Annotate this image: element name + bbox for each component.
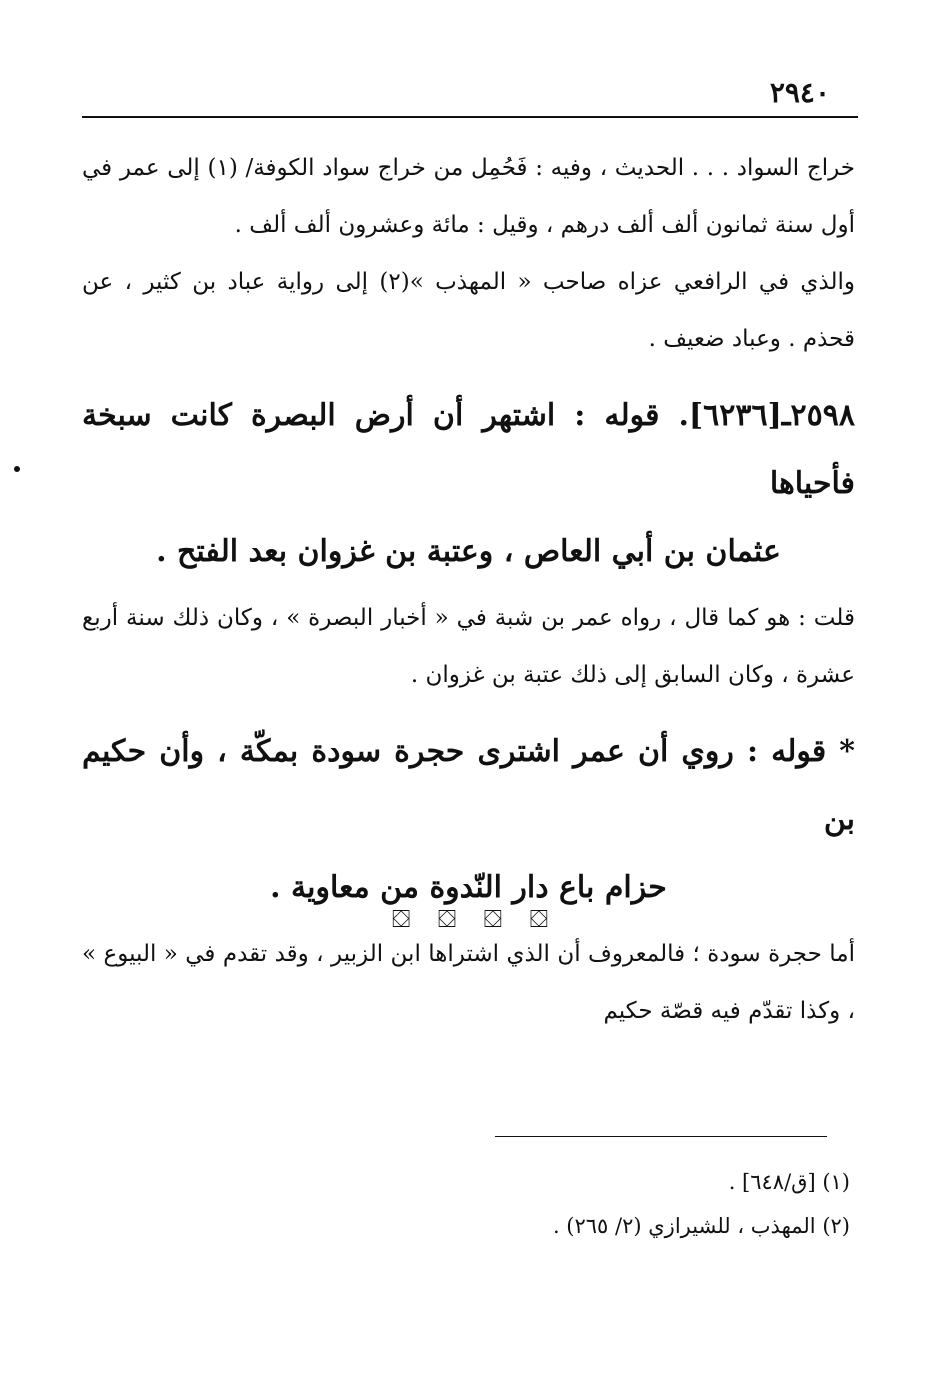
footnote-2: (٢) المهذب ، للشيرازي (٢/ ٢٦٥) .	[552, 1214, 850, 1238]
heading-2598	[82, 382, 855, 586]
heading-hujra-line-2: حزام باع دار النّدوة من معاوية .	[270, 870, 667, 905]
paragraph-3: قلت : هو كما قال ، رواه عمر بن شبة في « أخبار البصرة » ، وكان ذلك سنة أربع عشرة ، وكان السابق إلى ذلك عتبة بن غزوان .	[82, 605, 855, 688]
paragraph-1: خراج السواد . . . الحديث ، وفيه : فَحُمِل من خراج سواد الكوفة/ (١) إلى عمر في أول سنة ثمانون ألف ألف درهم ، وقيل : مائة وعشرون ألف ألف .	[82, 155, 855, 238]
heading-hujra	[82, 718, 855, 922]
heading-hujra-line-1: * قوله : روي أن عمر اشترى حجرة سودة بمكّة ، وأن حكيم بن	[82, 734, 855, 837]
footnote-1: (١) [ق/٦٤٨] .	[728, 1170, 850, 1194]
page-number: ٢٩٤٠	[769, 76, 830, 109]
header-rule	[82, 116, 858, 118]
footnotes	[82, 1160, 850, 1248]
margin-dot	[14, 466, 20, 472]
paragraph-4: أما حجرة سودة ؛ فالمعروف أن الذي اشتراها ابن الزبير ، وقد تقدم في « البيوع » ، وكذا تقدّم فيه قصّة حكيم	[82, 941, 855, 1024]
heading-2598-line-1: ٢٥٩٨ـ[٦٢٣٦]. قوله : اشتهر أن أرض البصرة كانت سبخة فأحياها	[82, 398, 855, 501]
footnote-rule	[495, 1136, 827, 1137]
ornament-icon: ⛋ ⛋ ⛋ ⛋	[392, 905, 558, 933]
paragraph-2: والذي في الرافعي عزاه صاحب « المهذب »(٢) إلى رواية عباد بن كثير ، عن قحذم . وعباد ضعيف .	[82, 269, 856, 352]
heading-2598-line-2: عثمان بن أبي العاص ، وعتبة بن غزوان بعد الفتح .	[156, 534, 781, 569]
